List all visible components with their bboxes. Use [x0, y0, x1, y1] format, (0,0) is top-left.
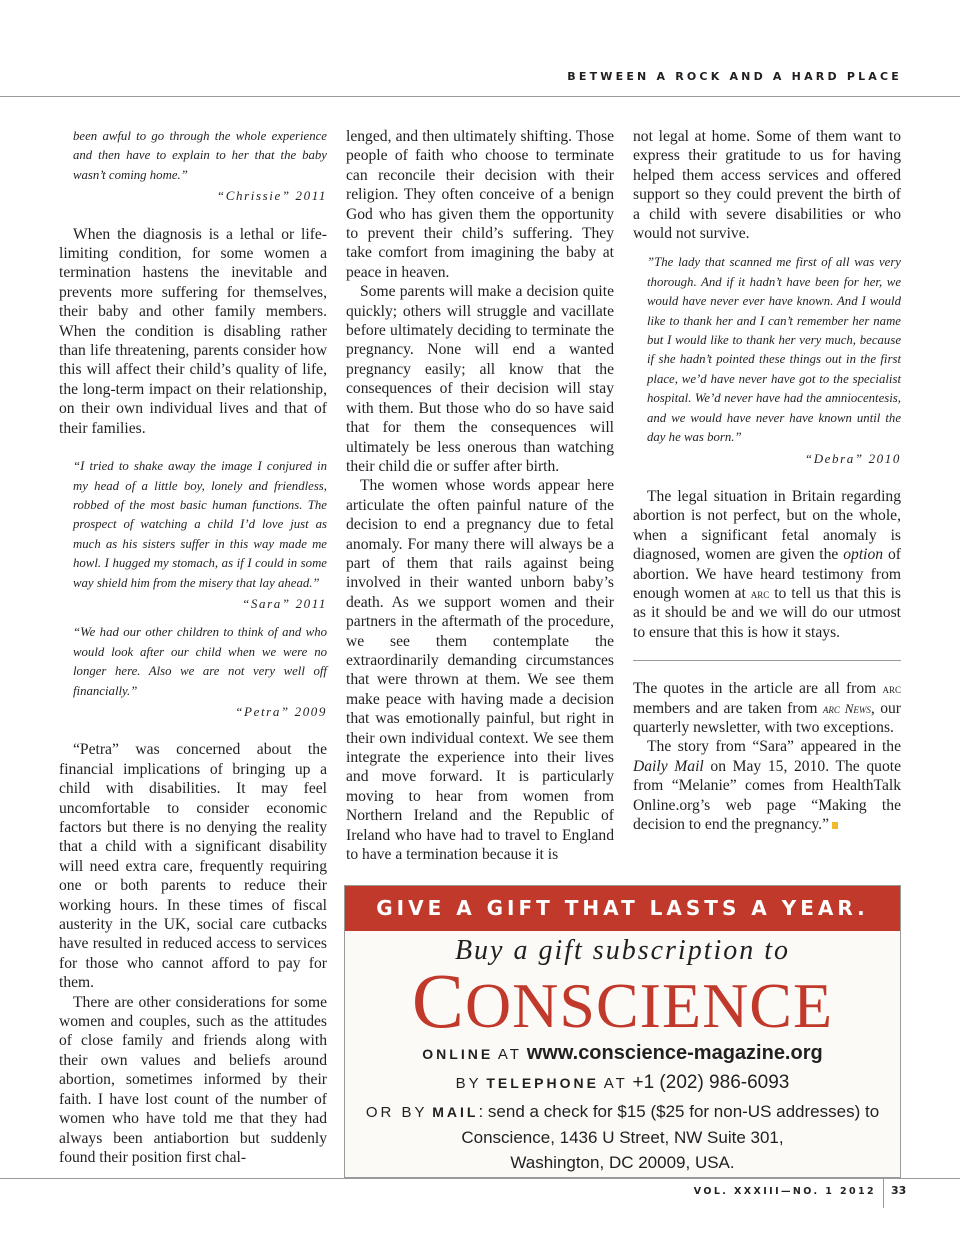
- arc-acronym: arc: [750, 585, 770, 601]
- newspaper-title: Daily Mail: [633, 757, 704, 775]
- attribution-sara: “Sara” 2011: [242, 595, 327, 611]
- paragraph: When the diagnosis is a lethal or life-limiting condition, for some women a termination hastens the inevitable and prevents more suffering for themselves, their baby and other family members. When the condition is disabling rather than life threatening, parents consider how this will affect their child’s quality of life, the long-term impact on their relationship, on their own individual lives and that of their families.: [59, 225, 327, 437]
- attribution-petra: “Petra” 2009: [235, 703, 327, 719]
- ad-banner: GIVE A GIFT THAT LASTS A YEAR.: [345, 886, 900, 931]
- paragraph: Some parents will make a decision quite quickly; others will struggle and vacillate before ultimately deciding to terminate the pregnancy. None will end a wanted pregnancy easily; all know that the consequences of their decision will stay with them. But those who do so have said that for them the consequences will ultimately be less onerous than watching their child die or suffer after birth.: [346, 283, 614, 475]
- notes-divider: [633, 660, 901, 661]
- ad-phone-number: +1 (202) 986-6093: [632, 1072, 790, 1093]
- ad-buy-line: Buy a gift subscription to: [454, 935, 791, 966]
- volume-info: VOL. XXXIII—NO. 1 2012: [693, 1186, 876, 1197]
- option-emphasis: option: [843, 546, 884, 564]
- ad-url-link[interactable]: www.conscience-magazine.org: [526, 1042, 823, 1064]
- ad-online-line: ONLINE AT www.conscience-magazine.org: [422, 1042, 823, 1064]
- note: The quotes in the article are all from arc members and are taken from arc News, our quarterly newsletter, with two exceptions.: [633, 680, 901, 736]
- newsletter-title: arc News: [822, 700, 871, 716]
- section-label: BETWEEN A ROCK AND A HARD PLACE: [567, 70, 902, 83]
- column-3: [633, 127, 901, 834]
- ad-address-line-2: Washington, DC 20009, USA.: [510, 1153, 735, 1172]
- ad-telephone-line: BY TELEPHONE AT +1 (202) 986-6093: [455, 1072, 790, 1093]
- end-mark-icon: [832, 822, 838, 829]
- quote-debra: ”The lady that scanned me first of all was very thorough. And if it hadn’t have been for her, we would have never ever have known. And I would like to thank her and I can’t remember her name but I would like to thank her very much, because if she hadn’t pointed these things out in the first place, we’d have never have got to the specialist hospital. We’d never have had the amniocentesis, and we would have never have known until the day he was born.”: [647, 255, 901, 445]
- note: The story from “Sara” appeared in the Daily Mail on May 15, 2010. The quote from “Melanie” comes from HealthTalk Online.org’s web page “Making the decision to end the pregnancy.”: [633, 738, 901, 833]
- ad-mail-line: OR BY MAIL: send a check for $15 ($25 for non-US addresses) to: [365, 1102, 880, 1121]
- paragraph: The women whose words appear here articulate the often painful nature of the decision to end a pregnancy due to fetal anomaly. For many there will always be a part of them that rails against being involved in their wanted unborn baby’s death. As we support women and their partners in the aftermath of the procedure, we see them contemplate the extraordinarily demanding circumstances that were thrown at them. We see them make peace with having made a decision that was emotionally painful, but right in their own individual context. We see them integrate the experience into their lives and move forward. It is particularly moving to hear from women from Northern Ireland and the Republic of Ireland who have had to travel to England to have a termination because it is: [346, 477, 614, 864]
- page-number: 33: [891, 1184, 907, 1197]
- column-1: [59, 127, 327, 1167]
- paragraph: lenged, and then ultimately shifting. Those people of faith who choose to terminate can reconcile their decision with their religion. They often conceive of a benign God who has given them the opportunity to prevent their child’s suffering. They take comfort from imagining the baby at peace in heaven.: [346, 128, 614, 281]
- paragraph: The legal situation in Britain regarding abortion is not perfect, but on the whole, when a significant fetal anomaly is diagnosed, women are given the option of abortion. We have heard testimony from enough women at arc to tell us that this is as it should be and we will do our utmost to ensure that this is how it stays.: [633, 487, 901, 641]
- paragraph: “Petra” was concerned about the financial implications of bringing up a child with disabilities. It may feel uncomfortable to consider economic factors but there is no denying the reality that a child with a significant disability will need extra care, frequently requiring one or both parents to reduce their working hours. In these times of fiscal austerity in the UK, social care cutbacks have resulted in reduced access to services for those who cannot afford to pay for them.: [59, 741, 327, 992]
- arc-acronym: arc: [882, 681, 901, 697]
- ad-address-line-1: Conscience, 1436 U Street, NW Suite 301,: [461, 1128, 784, 1147]
- attribution-debra: “Debra” 2010: [804, 450, 901, 466]
- quote-chrissie: been awful to go through the whole experience and then have to explain to her that the baby wasn’t coming home.”: [73, 129, 327, 182]
- quote-sara: “I tried to shake away the image I conjured in my head of a little boy, lonely and friendless, robbed of the most basic human functions. The prospect of watching a child I’d love just as much as his sisters suffer in this way made me howl. I hugged my stomach, as if I could in some way shield him from the misery that lay ahead.”: [73, 459, 327, 590]
- paragraph: There are other considerations for some women and couples, such as the attitudes of close family and friends along with their own values and beliefs around abortion, sometimes informed by their faith. I have lost count of the number of women who have told me that they had always been antiabortion but suddenly found their position first chal-: [59, 993, 327, 1166]
- quote-petra: “We had our other children to think of and who would look after our child when we were no longer here. Also we are not very well off financially.”: [73, 625, 327, 698]
- footer-separator: [883, 1178, 884, 1208]
- conscience-logo: CONSCIENCE: [411, 957, 834, 1044]
- subscription-ad: [344, 885, 901, 1178]
- column-2: [346, 127, 614, 864]
- footer-divider: [0, 1178, 960, 1179]
- attribution-chrissie: “Chrissie” 2011: [216, 188, 327, 204]
- paragraph: not legal at home. Some of them want to express their gratitude to us for having helped them access services and offered support so they could prevent the birth of a child with severe disabilities or who would not survive.: [633, 128, 901, 243]
- header-divider: [0, 96, 960, 97]
